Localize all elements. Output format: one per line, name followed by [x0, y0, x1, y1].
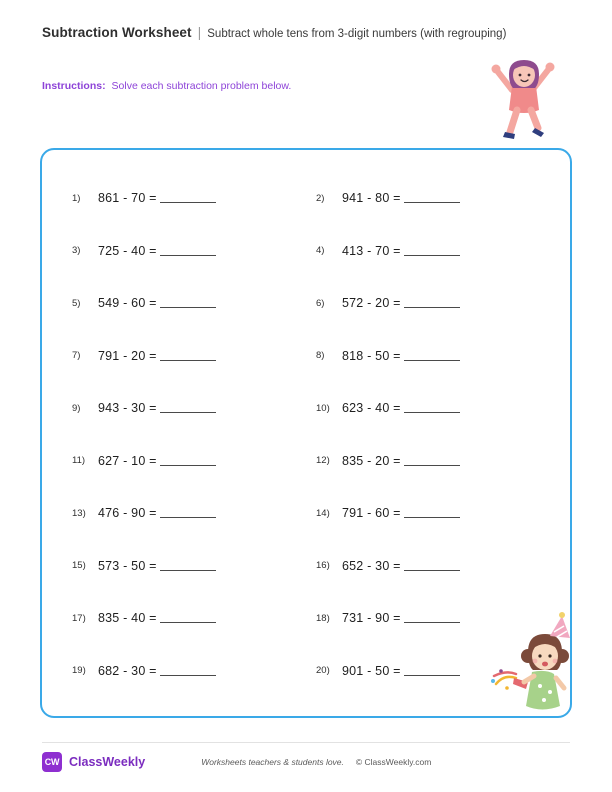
problem-number: 11) [72, 455, 86, 467]
problem-expression [342, 611, 460, 625]
problem-number: 10) [316, 402, 330, 414]
answer-blank[interactable] [404, 506, 460, 518]
problem-text: 943 - 30 = [98, 401, 157, 416]
problem-expression [98, 454, 216, 468]
problem-number: 14) [316, 507, 330, 519]
problem-expression [98, 401, 216, 415]
problem-text: 791 - 20 = [98, 348, 157, 363]
problem-text: 835 - 20 = [342, 453, 401, 468]
page-header [42, 24, 570, 40]
problem-item [308, 330, 552, 383]
girl-with-party-horn-illustration [488, 612, 578, 712]
problem-expression [98, 506, 216, 520]
problem-text: 476 - 90 = [98, 506, 157, 521]
answer-blank[interactable] [404, 191, 460, 203]
page-subtitle: Subtract whole tens from 3-digit numbers (with regrouping) [207, 28, 507, 40]
problem-number: 4) [316, 245, 325, 257]
problem-number: 13) [72, 507, 86, 519]
problem-item [308, 540, 552, 593]
problem-text: 549 - 60 = [98, 296, 157, 311]
problem-text: 791 - 60 = [342, 506, 401, 521]
problem-item [64, 330, 308, 383]
problem-number: 6) [316, 297, 325, 309]
title-separator: | [197, 24, 202, 40]
problem-expression [342, 244, 460, 258]
answer-blank[interactable] [160, 296, 216, 308]
problem-text: 572 - 20 = [342, 296, 401, 311]
problem-number: 2) [316, 192, 325, 204]
problem-number: 9) [72, 402, 81, 414]
problem-expression [98, 191, 216, 205]
answer-blank[interactable] [160, 191, 216, 203]
problem-text: 413 - 70 = [342, 243, 401, 258]
problem-item [64, 277, 308, 330]
problem-text: 835 - 40 = [98, 611, 157, 626]
instructions [42, 80, 291, 92]
problem-item [308, 435, 552, 488]
footer-tagline: Worksheets teachers & students love. [201, 757, 344, 767]
problem-item [64, 382, 308, 435]
problem-number: 12) [316, 455, 330, 467]
instructions-text: Solve each subtraction problem below. [111, 80, 292, 92]
problem-number: 16) [316, 560, 330, 572]
answer-blank[interactable] [404, 664, 460, 676]
problem-number: 19) [72, 665, 86, 677]
problem-item [308, 382, 552, 435]
problem-text: 725 - 40 = [98, 243, 157, 258]
problem-text: 731 - 90 = [342, 611, 401, 626]
problem-text: 901 - 50 = [342, 663, 401, 678]
answer-blank[interactable] [404, 611, 460, 623]
problem-expression [342, 559, 460, 573]
problem-text: 941 - 80 = [342, 191, 401, 206]
page-title: Subtraction Worksheet [42, 25, 192, 40]
problem-expression [342, 191, 460, 205]
problem-item [64, 172, 308, 225]
answer-blank[interactable] [404, 244, 460, 256]
problem-item [64, 645, 308, 698]
answer-blank[interactable] [160, 401, 216, 413]
problem-expression [342, 454, 460, 468]
problem-text: 623 - 40 = [342, 401, 401, 416]
answer-blank[interactable] [160, 349, 216, 361]
problem-expression [342, 296, 460, 310]
problem-expression [342, 349, 460, 363]
problem-text: 627 - 10 = [98, 453, 157, 468]
answer-blank[interactable] [404, 349, 460, 361]
answer-blank[interactable] [160, 664, 216, 676]
footer-copyright: © ClassWeekly.com [355, 757, 432, 767]
problem-expression [342, 401, 460, 415]
problem-item [64, 540, 308, 593]
instructions-label: Instructions: [42, 80, 106, 92]
problem-item [308, 487, 552, 540]
problem-expression [98, 664, 216, 678]
problem-number: 1) [72, 192, 81, 204]
problem-text: 682 - 30 = [98, 663, 157, 678]
problem-item [64, 592, 308, 645]
problem-expression [98, 559, 216, 573]
problem-text: 573 - 50 = [98, 558, 157, 573]
problem-number: 5) [72, 297, 81, 309]
problem-number: 7) [72, 350, 81, 362]
answer-blank[interactable] [160, 244, 216, 256]
cheering-person-illustration [482, 56, 566, 144]
answer-blank[interactable] [404, 401, 460, 413]
problem-text: 861 - 70 = [98, 191, 157, 206]
problem-item [64, 435, 308, 488]
problem-number: 17) [72, 612, 86, 624]
brand-name: ClassWeekly [69, 755, 146, 769]
problem-expression [342, 664, 460, 678]
answer-blank[interactable] [404, 454, 460, 466]
problems-list [64, 172, 552, 697]
footer-divider [42, 742, 570, 743]
problem-number: 8) [316, 350, 325, 362]
problem-expression [98, 244, 216, 258]
problem-number: 18) [316, 612, 330, 624]
answer-blank[interactable] [160, 454, 216, 466]
answer-blank[interactable] [160, 611, 216, 623]
problem-item [308, 277, 552, 330]
problem-expression [342, 506, 460, 520]
problem-number: 15) [72, 560, 86, 572]
problem-expression [98, 611, 216, 625]
problem-item [308, 225, 552, 278]
problem-item [308, 172, 552, 225]
problem-text: 818 - 50 = [342, 348, 401, 363]
answer-blank[interactable] [404, 296, 460, 308]
page-footer [42, 752, 570, 772]
problem-item [64, 225, 308, 278]
answer-blank[interactable] [160, 559, 216, 571]
answer-blank[interactable] [160, 506, 216, 518]
problem-expression [98, 296, 216, 310]
classweekly-logo-icon: CW [42, 752, 62, 772]
problem-item [64, 487, 308, 540]
problem-number: 3) [72, 245, 81, 257]
problem-number: 20) [316, 665, 330, 677]
problem-expression [98, 349, 216, 363]
problem-text: 652 - 30 = [342, 558, 401, 573]
answer-blank[interactable] [404, 559, 460, 571]
